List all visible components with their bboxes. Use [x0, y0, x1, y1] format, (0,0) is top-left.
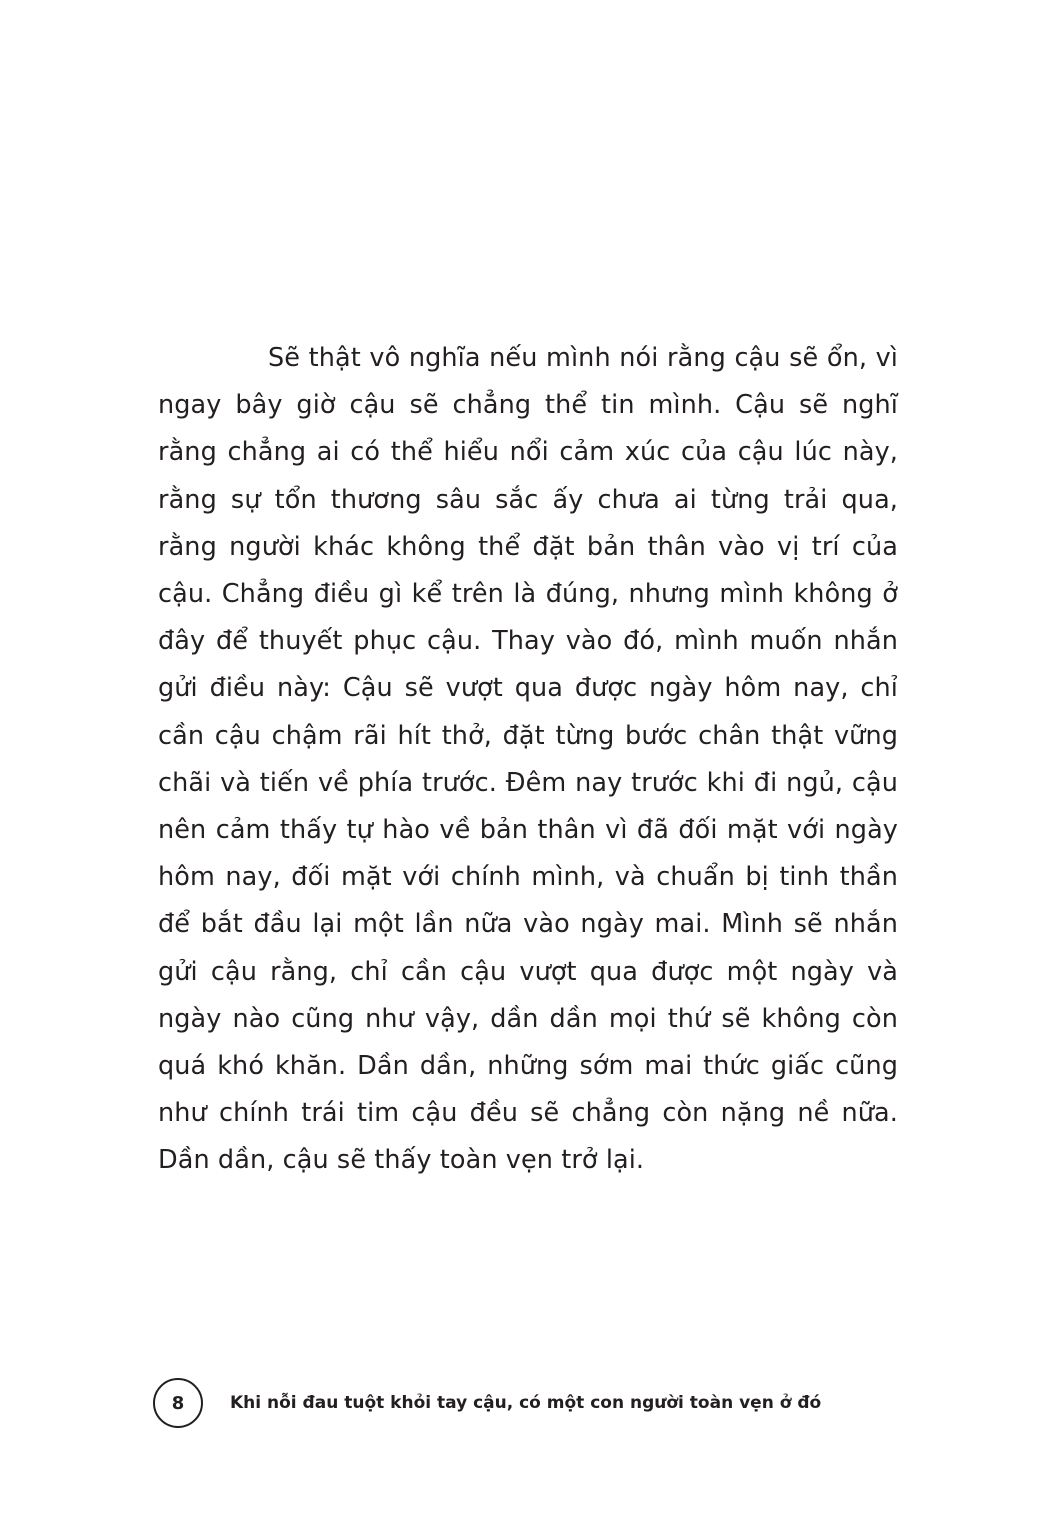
- body-paragraph: Sẽ thật vô nghĩa nếu mình nói rằng cậu sẽ ổn, vì ngay bây giờ cậu sẽ chẳng thể tin mình. Cậu sẽ nghĩ rằng chẳng ai có thể hiểu nổi cảm xúc của cậu lúc này, rằng sự tổn thương sâu sắc ấy chưa ai từng trải qua, rằng người khác không thể đặt bản thân vào vị trí của cậu. Chẳng điều gì kể trên là đúng, nhưng mình không ở đây để thuyết phục cậu. Thay vào đó, mình muốn nhắn gửi điều này: Cậu sẽ vượt qua được ngày hôm nay, chỉ cần cậu chậm rãi hít thở, đặt từng bước chân thật vững chãi và tiến về phía trước. Đêm nay trước khi đi ngủ, cậu nên cảm thấy tự hào về bản thân vì đã đối mặt với ngày hôm nay, đối mặt với chính mình, và chuẩn bị tinh thần để bắt đầu lại một lần nữa vào ngày mai. Mình sẽ nhắn gửi cậu rằng, chỉ cần cậu vượt qua được một ngày và ngày nào cũng như vậy, dần dần mọi thứ sẽ không còn quá khó khăn. Dần dần, những sớm mai thức giấc cũng như chính trái tim cậu đều sẽ chẳng còn nặng nề nữa. Dần dần, cậu sẽ thấy toàn vẹn trở lại.: [158, 343, 898, 1176]
- page-footer: [153, 1378, 821, 1428]
- page-number: 8: [153, 1378, 203, 1428]
- running-title: Khi nỗi đau tuột khỏi tay cậu, có một con người toàn vẹn ở đó: [230, 1393, 822, 1413]
